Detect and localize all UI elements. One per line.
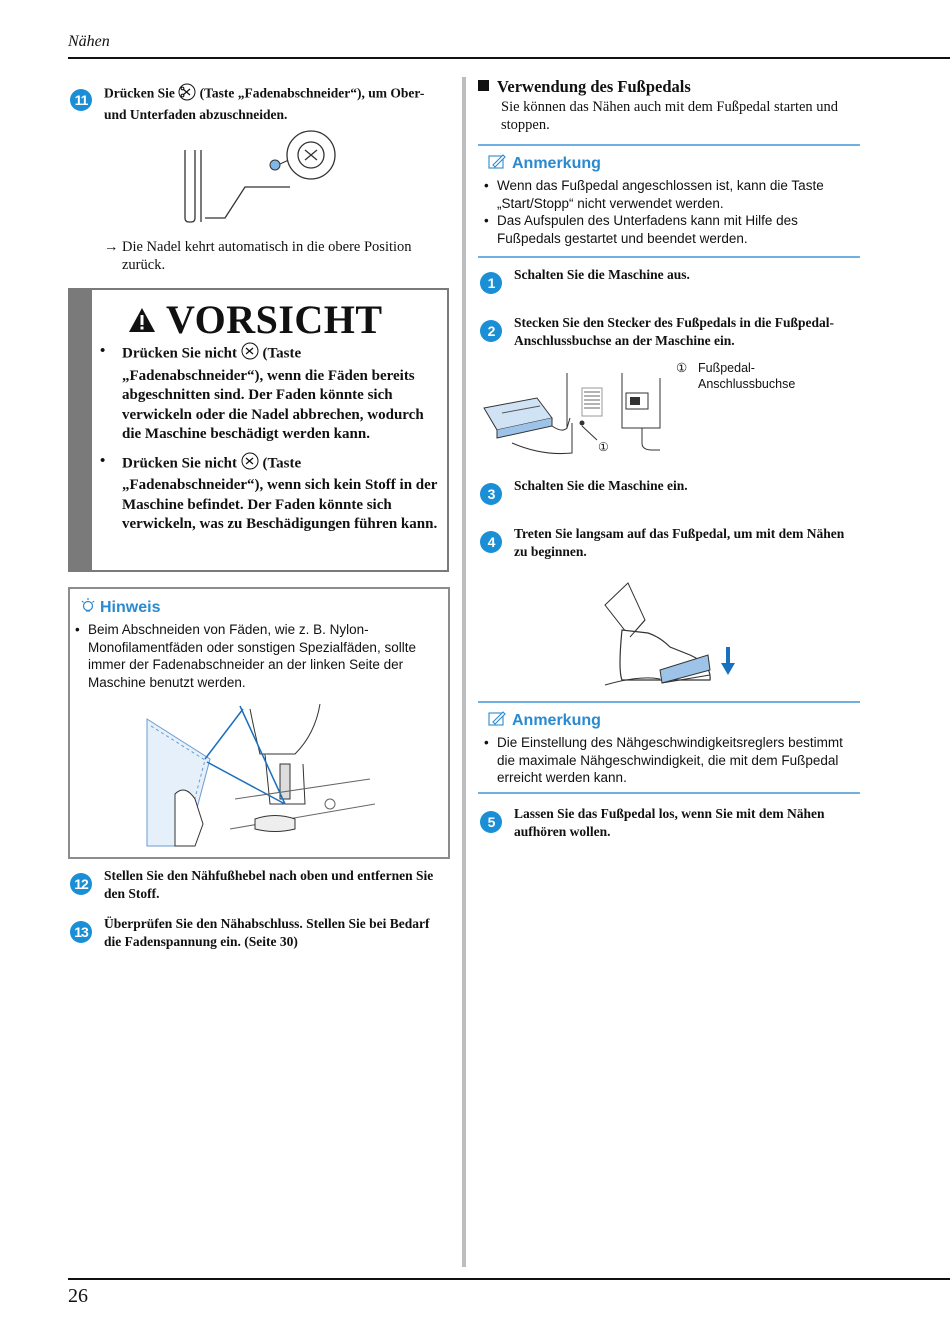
step-12-number: 12	[70, 873, 92, 895]
side-cutter-illustration	[145, 704, 375, 854]
step-1-text: Schalten Sie die Maschine aus.	[514, 267, 690, 282]
hinweis-title: Hinweis	[100, 598, 161, 616]
hinweis-box	[68, 587, 450, 859]
step-11-text: Drücken Sie (Taste „Fadenabschneider“), um Ober- und Unterfaden abzuschneiden.	[104, 83, 434, 124]
thread-cutter-icon	[241, 342, 259, 367]
anmerkung-item: • Wenn das Fußpedal angeschlossen ist, kann die Taste „Start/Stopp“ nicht verwendet werden.	[484, 178, 824, 211]
caution-item: • Drücken Sie nicht (Taste „Fadenabschneider“), wenn sich kein Stoff in der Maschine befindet. Der Faden könnte sich verwickeln, was zu Beschädigungen führen kann.	[100, 452, 438, 532]
step-5-number: 5	[480, 811, 502, 833]
anmerkung-1-list	[484, 177, 859, 247]
footer-rule	[68, 1278, 950, 1280]
header-rule	[68, 57, 950, 59]
step-11-result: → Die Nadel kehrt automatisch in die obere Position zurück.	[104, 239, 412, 273]
caution-box	[68, 288, 449, 572]
step-4-number: 4	[480, 531, 502, 553]
note2-top-rule	[478, 701, 860, 703]
note1-bottom-rule	[478, 256, 860, 258]
anmerkung-1-heading	[488, 153, 601, 174]
needle-cutter-illustration	[175, 130, 375, 230]
hinweis-item: • Beim Abschneiden von Fäden, wie z. B. Nylon-Monofilamentfäden oder sonstigen Spezialfäden, sollte immer der Fadenabschneider an der linken Seite der Maschine benutzt werden.	[75, 622, 416, 690]
step-1-number: 1	[480, 272, 502, 294]
step-13-text: Überprüfen Sie den Nähabschluss. Stellen Sie bei Bedarf die Fadenspannung ein. (Seite 30)	[104, 916, 430, 949]
step-11-number: 11	[70, 89, 92, 111]
hinweis-list	[75, 621, 445, 691]
step-4-text: Treten Sie langsam auf das Fußpedal, um mit dem Nähen zu beginnen.	[514, 526, 845, 559]
anmerkung-pencil-icon	[488, 153, 506, 174]
step-5-text: Lassen Sie das Fußpedal los, wenn Sie mit dem Nähen aufhören wollen.	[514, 806, 825, 839]
step-3-number: 3	[480, 483, 502, 505]
note2-bottom-rule	[478, 792, 860, 794]
square-bullet-icon	[478, 80, 489, 91]
warning-triangle-icon	[128, 296, 156, 343]
section-heading: Verwendung des Fußpedals	[478, 77, 691, 97]
step-2-text: Stecken Sie den Stecker des Fußpedals in die Fußpedal-Anschlussbuchse an der Maschine ein.	[514, 315, 835, 348]
thread-cutter-icon	[241, 452, 259, 477]
running-header: Nähen	[68, 33, 110, 50]
foot-on-pedal-illustration	[600, 575, 745, 698]
hinweis-bulb-icon	[80, 597, 96, 618]
anmerkung-2-list	[484, 734, 859, 787]
step-3-text: Schalten Sie die Maschine ein.	[514, 478, 688, 493]
step-13-number: 13	[70, 921, 92, 943]
caution-list	[100, 342, 445, 542]
caution-title: VORSICHT	[166, 297, 383, 342]
step-12-text: Stellen Sie den Nähfußhebel nach oben und entfernen Sie den Stoff.	[104, 868, 434, 901]
hinweis-heading	[80, 597, 160, 618]
column-divider	[462, 77, 466, 1267]
callout-marker-on-illustration: ①	[598, 440, 609, 454]
caution-heading	[128, 296, 383, 343]
section-subtitle: Sie können das Nähen auch mit dem Fußpedal starten und stoppen.	[501, 99, 839, 133]
anmerkung-1-title: Anmerkung	[512, 154, 601, 172]
caution-side-bar	[70, 290, 92, 570]
pedal-connection-illustration	[482, 368, 672, 468]
anmerkung-item: • Das Aufspulen des Unterfadens kann mit Hilfe des Fußpedals gestartet und beendet werden.	[484, 213, 798, 246]
note1-top-rule	[478, 144, 860, 146]
anmerkung-item: • Die Einstellung des Nähgeschwindigkeitsreglers bestimmt die maximale Nähgeschwindigkeit, die mit dem Fußpedal erreicht werden kann.	[484, 735, 843, 785]
thread-cutter-icon	[178, 83, 196, 106]
page-number: 26	[68, 1285, 88, 1307]
anmerkung-2-heading	[488, 710, 601, 731]
anmerkung-pencil-icon	[488, 710, 506, 731]
caution-item: • Drücken Sie nicht (Taste „Fadenabschneider“), wenn die Fäden bereits abgeschnitten sind. Der Faden könnte sich verwickeln oder die Nadel abbrechen, wodurch die Maschine beschädigt werden kann.	[100, 343, 424, 442]
callout-label: ① Fußpedal- Anschlussbuchse	[676, 361, 796, 391]
step-2-number: 2	[480, 320, 502, 342]
anmerkung-2-title: Anmerkung	[512, 711, 601, 729]
